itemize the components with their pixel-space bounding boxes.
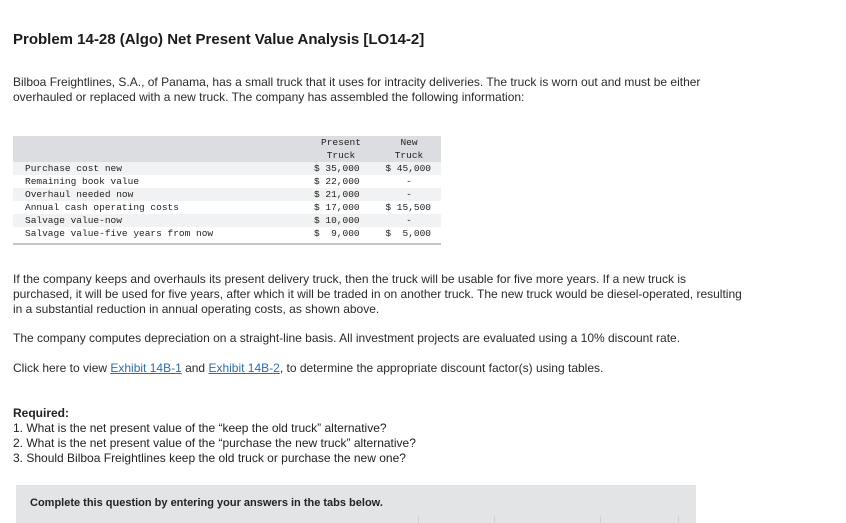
- tab-divider: [678, 516, 679, 523]
- required-section: [13, 406, 416, 466]
- exhibit-middle: and: [181, 361, 209, 375]
- exhibit-suffix: , to determine the appropriate discount factor(s) using tables.: [279, 361, 604, 375]
- table-row: [13, 227, 441, 240]
- new-truck-value: $ 15,500: [385, 202, 431, 213]
- scenario-paragraph: If the company keeps and overhauls its present delivery truck, then the truck will be usable for five more years. If a new truck is purchased, it will be used for five years, after which it will be traded in on another truck. The new truck would be diesel-operated, resulting in a substantial reduction in annual operating costs, as shown above.: [13, 272, 742, 316]
- intro-paragraph: Bilboa Freightlines, S.A., of Panama, has a small truck that it uses for intracity deliveries. The truck is worn out and must be either overhauled or replaced with a new truck. The company has assembled the following information:: [13, 75, 701, 104]
- table-row: [13, 175, 441, 188]
- col-header-new-truck: [379, 137, 439, 162]
- tab-divider: [494, 516, 495, 523]
- present-truck-value: $ 10,000: [314, 215, 360, 226]
- table-body: [13, 162, 441, 245]
- new-truck-value: $ 45,000: [385, 163, 431, 174]
- present-truck-value: $ 17,000: [314, 202, 360, 213]
- question-2: 2. What is the net present value of the “purchase the new truck” alternative?: [13, 436, 416, 450]
- row-label: Annual cash operating costs: [25, 202, 179, 213]
- tab-divider: [418, 516, 419, 523]
- question-3: 3. Should Bilboa Freightlines keep the old truck or purchase the new one?: [13, 451, 406, 465]
- table-row: [13, 188, 441, 201]
- new-truck-value: -: [406, 176, 412, 187]
- new-truck-value: -: [406, 215, 412, 226]
- new-truck-value: $ 5,000: [385, 228, 431, 239]
- problem-title: Problem 14-28 (Algo) Net Present Value Analysis [LO14-2]: [13, 31, 425, 48]
- banner-text: Complete this question by entering your answers in the tabs below.: [30, 497, 383, 509]
- exhibit-prefix: Click here to view: [13, 361, 111, 375]
- col-header-new-line1: New: [400, 137, 418, 148]
- present-truck-value: $ 22,000: [314, 176, 360, 187]
- col-header-present-line1: Present: [321, 137, 361, 148]
- row-label: Salvage value-now: [25, 215, 122, 226]
- table-row: [13, 201, 441, 214]
- required-heading: Required:: [13, 406, 70, 420]
- row-label: Purchase cost new: [25, 163, 122, 174]
- depreciation-paragraph: The company computes depreciation on a straight-line basis. All investment projects are evaluated using a 10% discount rate.: [13, 331, 681, 345]
- col-header-present-truck: [311, 137, 371, 162]
- answer-tabs-strip: [0, 516, 846, 523]
- present-truck-value: $ 9,000: [314, 228, 360, 239]
- table-row: [13, 214, 441, 227]
- tab-divider: [600, 516, 601, 523]
- row-label: Remaining book value: [25, 176, 140, 187]
- question-1: 1. What is the net present value of the “keep the old truck” alternative?: [13, 421, 387, 435]
- new-truck-value: -: [406, 189, 412, 200]
- present-truck-value: $ 35,000: [314, 163, 360, 174]
- table-row: [13, 162, 441, 175]
- exhibit-instructions: [13, 361, 743, 376]
- truck-data-table: [13, 136, 441, 245]
- row-label: Salvage value-five years from now: [25, 228, 214, 239]
- exhibit-14b-1-link[interactable]: Exhibit 14B-1: [110, 361, 182, 375]
- row-label: Overhaul needed now: [25, 189, 134, 200]
- exhibit-14b-2-link[interactable]: Exhibit 14B-2: [208, 361, 280, 375]
- present-truck-value: $ 21,000: [314, 189, 360, 200]
- col-header-present-line2: Truck: [326, 149, 356, 161]
- table-header: [13, 136, 441, 162]
- col-header-new-line2: Truck: [394, 149, 424, 161]
